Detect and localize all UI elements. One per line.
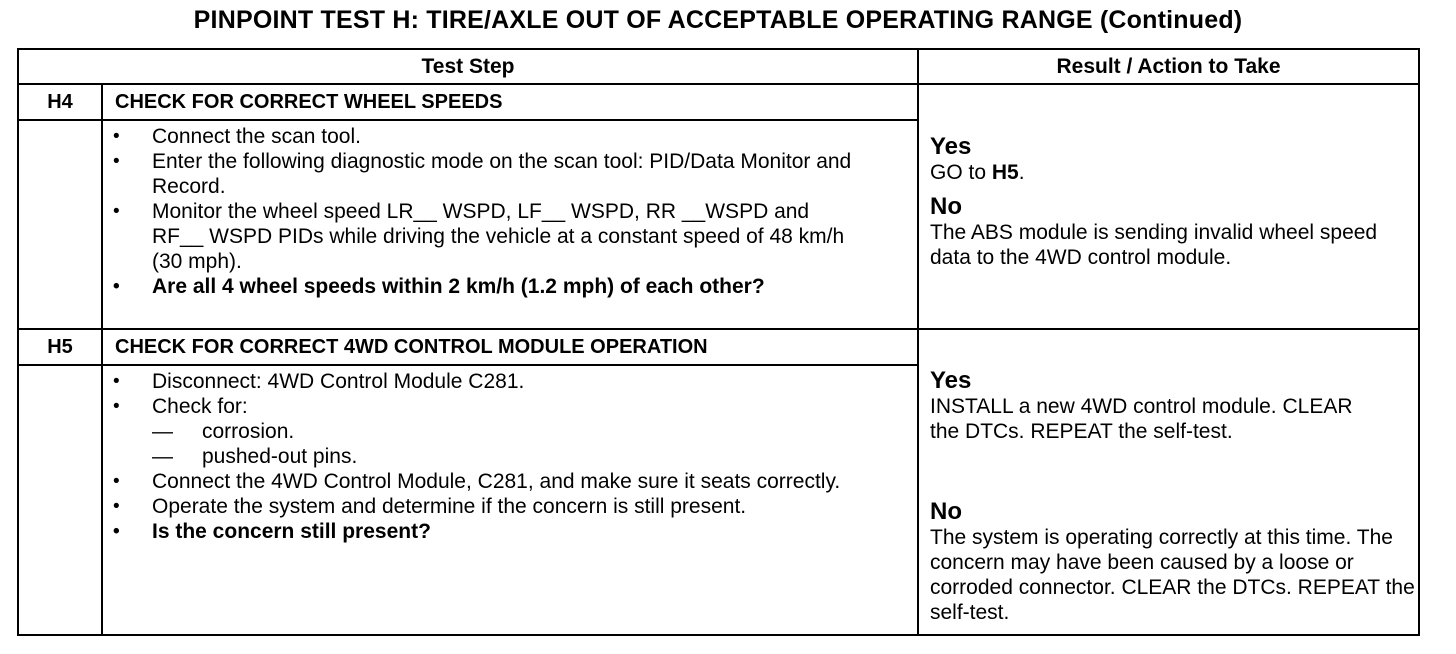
step-instructions	[102, 365, 918, 635]
step-title-row	[18, 329, 1419, 365]
list-item-question: • Are all 4 wheel speeds within 2 km/h (1.2 mph) of each other?	[103, 274, 917, 299]
header-test-step: Test Step	[18, 49, 918, 84]
result-yes-label: Yes	[930, 133, 972, 160]
sub-item: — pushed-out pins.	[152, 445, 358, 468]
step-title: CHECK FOR CORRECT 4WD CONTROL MODULE OPERATION	[102, 329, 918, 365]
step-id-spacer	[18, 120, 102, 329]
result-yes-text: GO to H5.	[930, 161, 1025, 184]
header-result-action: Result / Action to Take	[918, 49, 1419, 84]
list-item: • Monitor the wheel speed LR__ WSPD, LF__ WSPD, RR __WSPD and RF__ WSPD PIDs while driving the vehicle at a constant speed of 48 km/h (30 mph).	[103, 199, 917, 274]
step-instructions	[102, 120, 918, 329]
pinpoint-test-table	[17, 48, 1420, 636]
result-no-text: The ABS module is sending invalid wheel speed data to the 4WD control module.	[930, 221, 1378, 269]
step-id-spacer	[18, 365, 102, 635]
result-no-label: No	[930, 498, 962, 525]
result-cell	[918, 84, 1419, 329]
result-yes-text: INSTALL a new 4WD control module. CLEAR the DTCs. REPEAT the self-test.	[930, 395, 1353, 443]
step-title: CHECK FOR CORRECT WHEEL SPEEDS	[102, 84, 918, 120]
list-item-question: • Is the concern still present?	[103, 519, 917, 544]
result-cell	[918, 329, 1419, 635]
result-no-text: The system is operating correctly at this time. The concern may have been caused by a loose or corroded connector. CLEAR the DTCs. REPEAT the self-test.	[930, 526, 1415, 624]
step-title-row	[18, 84, 1419, 120]
page-title: PINPOINT TEST H: TIRE/AXLE OUT OF ACCEPTABLE OPERATING RANGE (Continued)	[193, 6, 1243, 34]
list-item: • Disconnect: 4WD Control Module C281.	[103, 369, 917, 394]
sub-item: — corrosion.	[152, 420, 295, 443]
step-id: H4	[18, 84, 102, 120]
list-item: • Connect the 4WD Control Module, C281, and make sure it seats correctly.	[103, 469, 917, 494]
list-item: • Connect the scan tool.	[103, 124, 917, 149]
step-id: H5	[18, 329, 102, 365]
list-item: • Operate the system and determine if the concern is still present.	[103, 494, 917, 519]
table-header-row	[18, 49, 1419, 84]
list-item: • Enter the following diagnostic mode on the scan tool: PID/Data Monitor and Record.	[103, 149, 917, 199]
result-no-label: No	[930, 193, 962, 220]
result-yes-label: Yes	[930, 367, 972, 394]
list-item: • Check for:	[103, 394, 917, 419]
